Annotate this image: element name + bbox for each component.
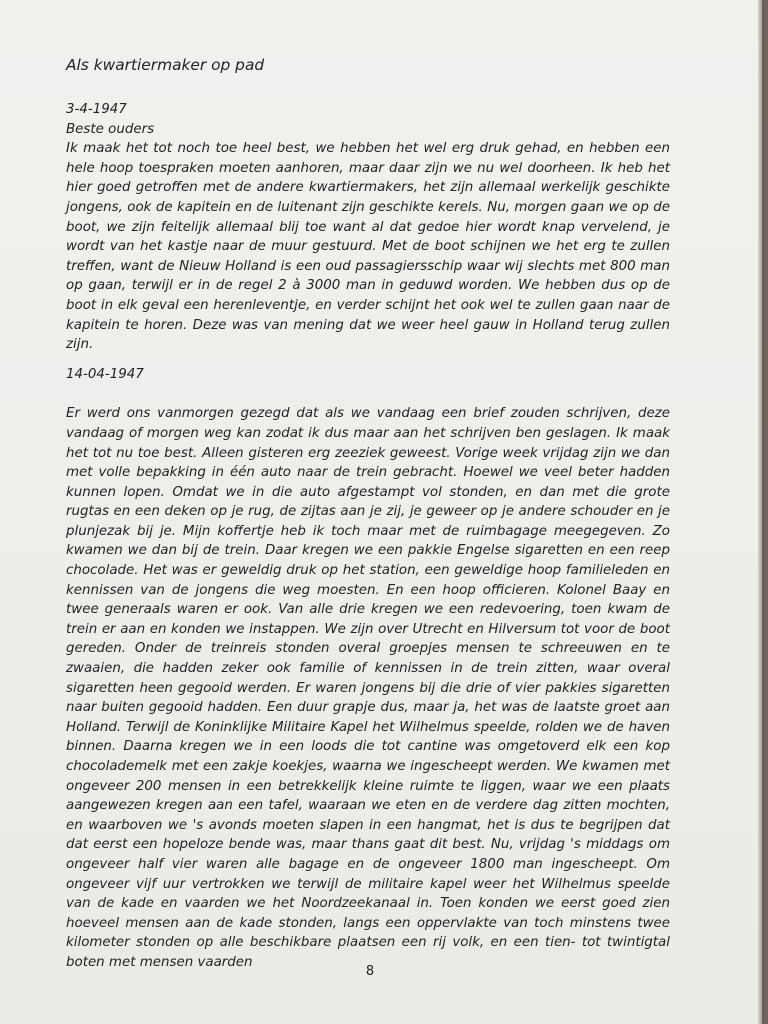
page-number: 8 [365,964,375,979]
chapter-title: Als kwartiermaker op pad [66,56,265,74]
spacer [66,384,670,404]
letter-body: Ik maak het tot noch toe heel best, we hebben het wel erg druk gehad, en hebben een hele hoop toespraken moeten aanhoren, maar daar zijn we nu wel doorheen. Ik heb het hier goed getroffen met de andere kwartiermakers, het zijn allemaal werkelijk geschikte jongens, ook de kapitein en de luitenant zijn geschikte kerels. Nu, morgen gaan we op de boot, we zijn feitelijk allemaal blij toe want al dat gedoe hier wordt knap vervelend, je wordt van het kastje naar de muur gestuurd. Met de boot schijnen we het erg te zullen treffen, want de Nieuw Holland is een oud passagiersschip waar wij slechts met 800 man op gaan, terwijl er in de regel 2 à 3000 man in geduwd worden. We hebben dus op de boot in elk geval een herenleventje, en verder schijnt het ook wel te zullen gaan naar de kapitein te horen. Deze was van mening dat we weer heel gauw in Holland terug zullen zijn. [66,141,670,353]
page-content [66,54,670,973]
letter-date: 14-04-1947 [66,366,144,382]
letter-date: 3-4-1947 [66,102,127,117]
letter-body: Er werd ons vanmorgen gezegd dat als we vandaag een brief zouden schrijven, deze vandaag of morgen weg kan zodat ik dus maar aan het schrijven ben geslagen. Ik maak het tot nu toe best. Alleen gisteren erg zeeziek geweest. Vorige week vrijdag zijn we dan met volle bepakking in één auto naar de trein gebracht. Hoewel we veel beter hadden kunnen lopen. Omdat we in die auto afgestampt vol stonden, en dan met die grote rugtas en een deken op je rug, de zijtas aan je zij, je geweer op je andere schouder en je plunjezak bij je. Mijn koffertje heb ik toch maar met de ruimbagage meegegeven. Zo kwamen we dan bij de trein. Daar kregen we een pakkie Engelse sigaretten en een reep chocolade. Het was er geweldig druk op het station, een geweldige hoop familieleden en kennissen van de jongens die weg moesten. En een hoop officieren. Kolonel Baay en twee generaals waren er ook. Van alle drie kregen we een redevoering, toen kwam de trein er aan en konden we instappen. We zijn over Utrecht en Hilversum tot voor de boot gereden. Onder de treinreis stonden overal groepjes mensen te schreeuwen en te zwaaien, die hadden zeker ook familie of kennissen in de trein zitten, waar overal sigaretten heen gegooid werden. Er waren jongens bij die drie of vier pakkies sigaretten naar buiten gegooid hadden. Een duur grapje dus, maar ja, het was de laatste groet aan Holland. Terwijl de Koninklijke Militaire Kapel het Wilhelmus speelde, rolden we de haven binnen. Daarna kregen we in een loods die tot cantine was omgetoverd elk een kop chocolademelk met een zakje koekjes, waarna we ingescheept werden. We kwamen met ongeveer 200 mensen in een betrekkelijk kleine ruimte te liggen, waar we een plaats aangewezen kregen aan een tafel, waaraan we eten en de verdere dag zitten mochten, en waarboven we 's avonds moeten slapen in een hangmat, het is dus te begrijpen dat dat eerst een hopeloze bende was, maar thans gaat dit best. Nu, vrijdag 's middags om ongeveer half vier waren alle bagage en de ongeveer 1800 man ingescheept. Om ongeveer vijf uur vertrokken we terwijl de militaire kapel weer het Wilhelmus speelde van de kade en vaarden we het Noordzeekanaal in. Toen konden we eerst goed zien hoeveel mensen aan de kade stonden, langs een oppervlakte van toch minstens twee kilometer stonden op alle beschikbare plaatsen een rij volk, en een tien- tot twintigtal boten met mensen vaarden [66,406,670,970]
spacer [66,355,670,365]
letter-salutation: Beste ouders [66,121,155,137]
page-edge [758,0,762,1024]
